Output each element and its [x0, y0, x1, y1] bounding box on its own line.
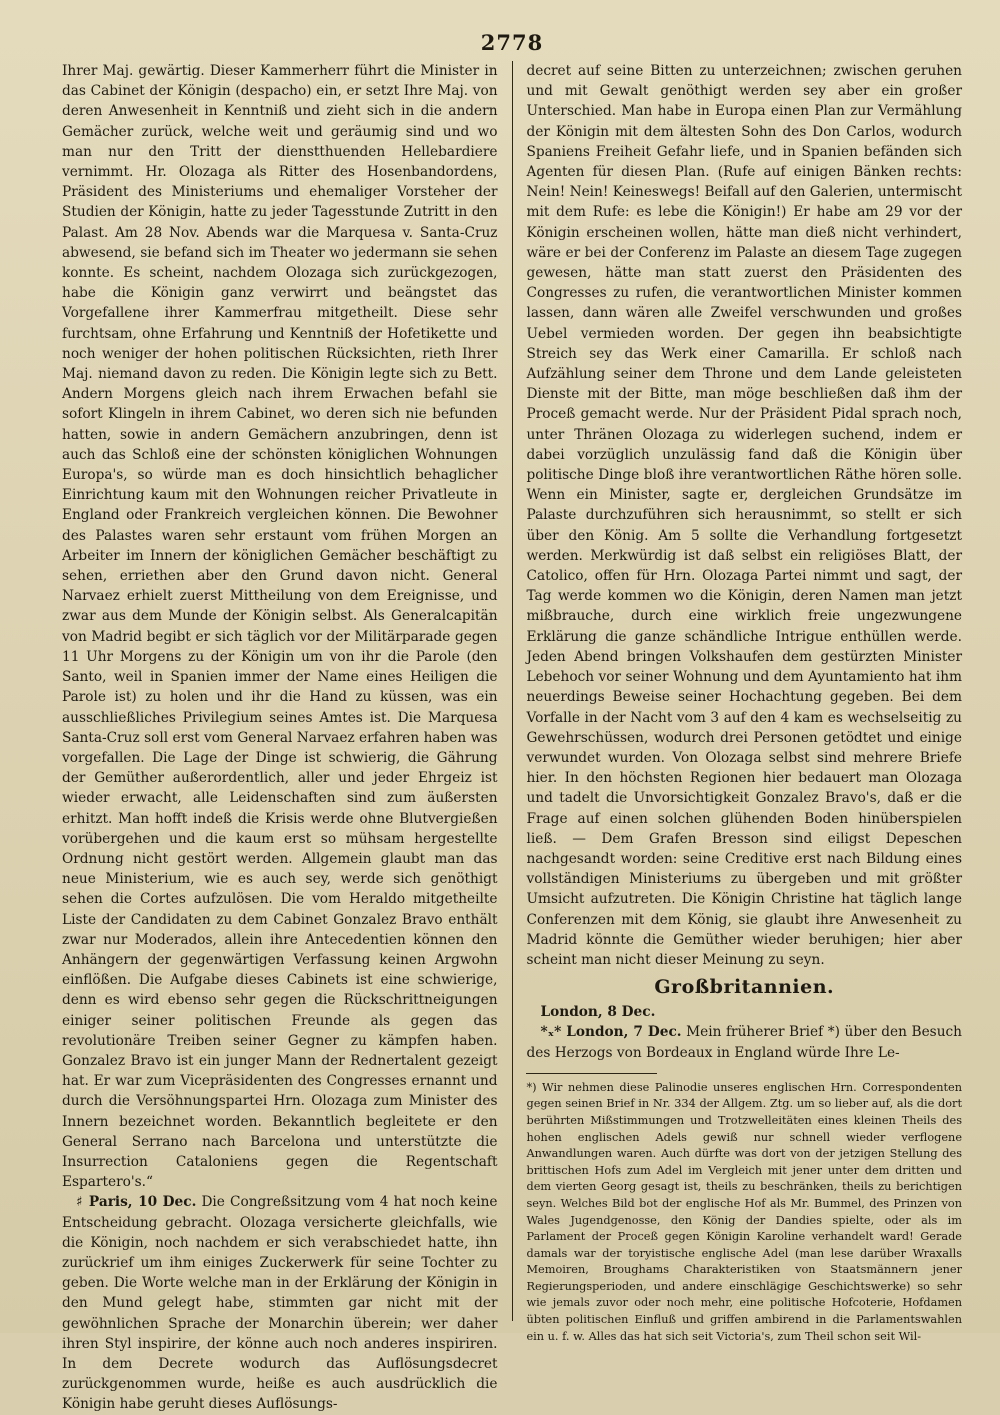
article-paragraph: Mein früherer Brief *) über den Besuch des Herzogs von Bordeaux in England würde Ihre Le- — [526, 1024, 962, 1061]
article-paragraph: Ihrer Maj. gewärtig. Dieser Kammerherr führt die Minister in das Cabinet der Königin (despacho) ein, er setzt Ihre Maj. von deren Anwesenheit in Kenntniß und zieht sich in die andern Gemächer zurück, welche weit und geräumig sind und wo man nur den Tritt der dienstthuenden Hellebardiere vernimmt. Hr. Olozaga als Ritter des Hosenbandordens, Präsident des Ministeriums und ehemaliger Vorsteher der Studien der Königin, hatte zu jeder Tagesstunde Zutritt in den Palast. Am 28 Nov. Abends war die Marquesa v. Santa-Cruz abwesend, sie befand sich im Theater wo jedermann sie sehen konnte. Es scheint, nachdem Olozaga sich zurückgezogen, habe die Königin ganz verwirrt und beängstet das Vorgefallene ihrer Kammerfrau mitgetheilt. Diese sehr furchtsam, ohne Erfahrung und Kenntniß der Hofetikette und noch weniger der hohen politischen Rücksichten, rieth Ihrer Maj. niemand davon zu reden. Die Königin legte sich zu Bett. Andern Morgens gleich nach ihrem Erwachen befahl sie sofort Klingeln in ihrem Cabinet, wo deren sich nie befunden hatten, sowie in andern Gemächern anzubringen, denn ist auch das Schloß eine der schönsten königlichen Wohnungen Europa's, so würde man es doch hinsichtlich behaglicher Einrichtung kaum mit den Wohnungen reicher Privatleute in England oder Frankreich vergleichen können. Die Bewohner des Palastes waren sehr erstaunt vom frühen Morgen an Arbeiter im Innern der königlichen Gemächer beschäftigt zu sehen, erriethen aber den Grund davon nicht. General Narvaez erhielt zuerst Mittheilung von dem Ereignisse, und zwar aus dem Munde der Königin selbst. Als Generalcapitän von Madrid begibt er sich täglich vor der Militärparade gegen 11 Uhr Morgens zu der Königin um von ihr die Parole (den Santo, weil in Spanien immer der Name eines Heiligen die Parole ist) zu holen und ihr die Hand zu küssen, was ein ausschließliches Privilegium seines Amtes ist. Die Marquesa Santa-Cruz soll erst vom General Narvaez erfahren haben was vorgefallen. Die Lage der Dinge ist schwierig, die Gährung der Gemüther außerordentlich, aller und jeder Ehrgeiz ist wieder erwacht, alle Leidenschaften sind zum äußersten erhitzt. Man hofft indeß die Krisis werde ohne Blutvergießen vorübergehen und die kaum erst so mühsam hergestellte Ordnung nicht gestört werden. Allgemein glaubt man das neue Ministerium, wie es auch sey, werde sich genöthigt sehen die Cortes aufzulösen. Die vom Heraldo mitgetheilte Liste der Candidaten zu dem Cabinet Gonzalez Bravo enthält zwar nur Moderados, allein ihre Antecedentien können den Anhängern der gegenwärtigen Verfassung keinen Argwohn einflößen. Die Aufgabe dieses Cabinets ist eine schwierige, denn es wird ebenso sehr gegen die Rückschrittneigungen einiger seiner politischen Freunde als gegen das revolutionäre Treiben seiner Gegner zu kämpfen haben. Gonzalez Bravo ist ein junger Mann der Rednertalent gezeigt hat. Er war zum Vicepräsidenten des Congresses ernannt und durch die Versöhnungspartei Hrn. Olozaga zum Minister des Innern bezeichnet worden. Bekanntlich begleitete er den General Serrano nach Barcelona und unterstützte die Insurrection Cataloniens gegen die Regentschaft Espartero's.“ — [62, 63, 498, 1191]
dateline-label: ♯ Paris, 10 Dec. — [76, 1194, 197, 1211]
footnote — [526, 1080, 962, 1346]
section-heading: Großbritannien. — [654, 976, 835, 999]
footnote-divider — [526, 1073, 657, 1074]
column-rule — [512, 61, 513, 1321]
article-paragraph: decret auf seine Bitten zu unterzeichnen; zwischen geruhen und mit Gewalt genöthigt werden sey aber ein großer Unterschied. Man habe in Europa einen Plan zur Vermählung der Königin mit dem ältesten Sohn des Don Carlos, wodurch Spaniens Freiheit Gefahr liefe, und in Spanien befänden sich Agenten für diesen Plan. (Rufe auf einigen Bänken rechts: Nein! Nein! Keineswegs! Beifall auf den Galerien, untermischt mit dem Rufe: es lebe die Königin!) Er habe am 29 vor der Königin erscheinen wollen, hätte man dieß nicht verhindert, wäre er bei der Conferenz im Palaste an diesem Tage zugegen gewesen, hätte man statt zuerst den Präsidenten des Congresses zu rufen, die verantwortlichen Minister kommen lassen, dann wären alle Zweifel verschwunden und großes Uebel vermieden worden. Der gegen ihn beabsichtigte Streich sey das Werk einer Camarilla. Er schloß nach Aufzählung seiner dem Throne und dem Lande geleisteten Dienste mit der Bitte, man möge beschließen daß ihm der Proceß gemacht werde. Nur der Präsident Pidal sprach noch, unter Thränen Olozaga zu widerlegen suchend, indem er dabei vorzüglich unzulässig fand daß die Königin über politische Dinge bloß ihre verantwortlichen Räthe hören solle. Wenn ein Minister, sagte er, dergleichen Grundsätze im Palaste durchzuführen sich herausnimmt, so stellt er sich über den König. Am 5 sollte die Verhandlung fortgesetzt werden. Merkwürdig ist daß selbst ein religiöses Blatt, der Catolico, offen für Hrn. Olozaga Partei nimmt und sagt, der Tag werde kommen wo die Königin, deren Namen man jetzt mißbrauche, durch eine wirklich freie ungezwungene Erklärung die ganze schändliche Intrigue enthüllen werde. Jeden Abend bringen Volkshaufen dem gestürzten Minister Lebehoch vor seiner Wohnung und dem Ayuntamiento hat ihm neuerdings Beweise seiner Hochachtung gegeben. Bei dem Vorfalle in der Nacht vom 3 auf den 4 kam es wechselseitig zu Gewehrschüssen, wodurch drei Personen getödtet und einige verwundet wurden. Von Olozaga selbst sind mehrere Briefe hier. In den höchsten Regionen hier bedauert man Olozaga und tadelt die Unvorsichtigkeit Gonzalez Bravo's, daß er die Frage auf einen solchen glühenden Boden hinüberspielen ließ. — Dem Grafen Bresson sind eiligst Depeschen nachgesandt worden: seine Creditive erst nach Bildung eines vollständigen Ministeriums zu übergeben und mit größter Umsicht aufzutreten. Die Königin Christine hat täglich lange Conferenzen mit dem König, sie glaubt ihre Anwesenheit zu Madrid könnte die Gemüther wieder beruhigen; hier aber scheint man nicht dieser Meinung zu seyn. — [526, 63, 962, 968]
dateline-london-2 — [526, 1022, 962, 1062]
article-paragraph: Die Congreßsitzung vom 4 hat noch keine Entscheidung gebracht. Olozaga versicherte gleichfalls, wie die Königin, noch nachdem er sich verabschiedet hatte, ihn zurückrief um ihm einiges Zuckerwerk für seine Tochter zu geben. Die Worte welche man in der Erklärung der Königin in den Mund gelegt habe, stimmten gar nicht mit der gewöhnlichen Sprache der Monarchin überein; wer daher ihren Styl inspirire, der könne auch noch anderes inspiriren. In dem Decrete wodurch das Auflösungsdecret zurückgenommen wurde, heiße es auch ausdrücklich die Königin habe geruht dieses Auflösungs- — [62, 1194, 498, 1413]
right-column — [514, 61, 962, 1343]
page-number: 2778 — [480, 30, 544, 55]
two-column-layout — [62, 61, 962, 1413]
left-column — [62, 61, 510, 1413]
dateline-london: London, 8 Dec. — [540, 1004, 656, 1021]
footnote-text: *) Wir nehmen diese Palinodie unseres englischen Hrn. Correspondenten gegen seinen Brief in Nr. 334 der Allgem. Ztg. um so lieber auf, als die dort berührten Mißstimmungen und Trotzwelleitäten eines kleinen Theils des hohen englischen Adels gewiß nur schnell wieder verflogene Anwandlungen waren. Auch dürfte was dort von der jetzigen Stellung des brittischen Hofs zum Adel im Vergleich mit jener unter dem dritten und dem vierten Georg gesagt ist, theils zu beschränken, theils zu berichtigen seyn. Welches Bild bot der englische Hof als Mr. Bummel, des Prinzen von Wales Jugendgenosse, den König der Dandies spielte, oder als im Parlament der Proceß gegen Königin Karoline verhandelt ward! Gerade damals war der toryistische englische Adel (man lese darüber Wraxalls Memoiren, Broughams Charakteristiken von Staatsmännern jener Regierungsperioden, und andere einschlägige Geschichtswerke) so sehr wie jemals zuvor oder noch mehr, eine politische Hofcoterie, Hofdamen übten politischen Einfluß und griffen ambirend in die Parlamentswahlen ein u. f. w. Alles das hat sich seit Victoria's, zum Theil schon seit Wil- — [526, 1080, 962, 1343]
dateline-paris — [62, 1192, 498, 1414]
dateline-label: *ₓ* London, 7 Dec. — [540, 1024, 682, 1041]
